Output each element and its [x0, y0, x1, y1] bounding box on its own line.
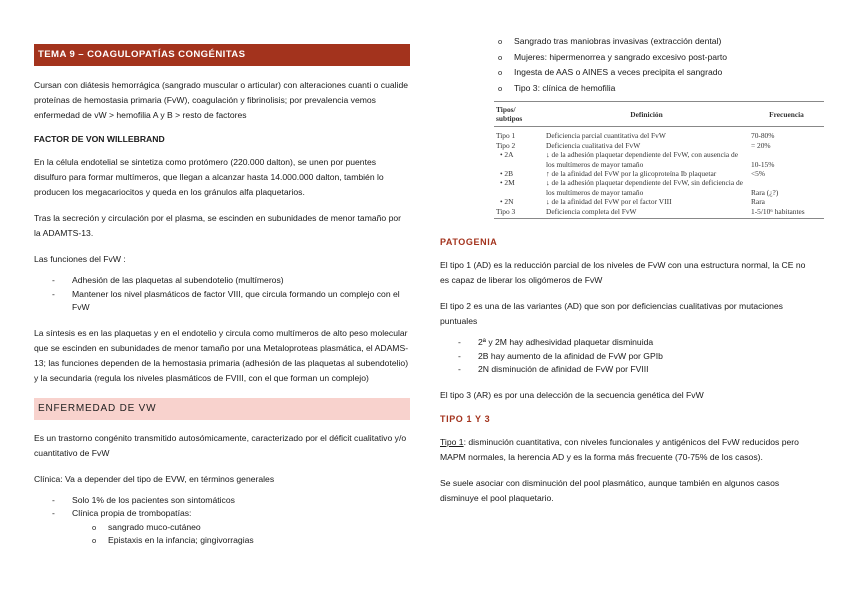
disease-definition-paragraph: Es un trastorno congénito transmitido autosómicamente, caracterizado por el déficit cualitativo y/o cuantitativo de FvW [34, 432, 407, 458]
table-cell: Tipo 2 [496, 140, 516, 150]
list-item: o Tipo 3: clínica de hemofilia [440, 81, 816, 97]
table-cell: ↓ de la adhesión plaquetar dependiente del FvW, con ausencia de los multímeros de mayor tamaño [546, 150, 739, 169]
vw-synthesis-paragraph: En la célula endotelial se sintetiza como protómero (220.000 dalton), se unen por puentes disulfuro para formar multímeros, que llegan a alcanzar hasta 14.000.000 dalton, también lo producen los megacariocitos y queda en los gránulos alfa plaquetarios. [34, 157, 384, 197]
functions-heading: Las funciones del FvW : [34, 254, 126, 264]
table-cell: ↑ de la afinidad del FvW por la glicoproteína Ib plaquetar [546, 169, 717, 178]
list-item: - 2N disminución de afinidad de FvW por FVIII [440, 363, 816, 377]
table-cell: • 2N [500, 197, 514, 207]
table-cell: Tipo 3 [494, 207, 544, 219]
list-item-text: Clínica propia de trombopatías: [72, 508, 192, 518]
patogenia-heading: PATOGENIA [440, 237, 498, 248]
table-cell: <5% [751, 169, 766, 178]
table-cell: ↓ de la afinidad del FvW por el factor VIII [546, 197, 672, 207]
list-item: - Mantener los nivel plasmáticos de factor VIII, que circula formando un complejo con el FvW [34, 288, 410, 315]
table-row [494, 169, 824, 178]
list-item: - Solo 1% de los pacientes son sintomáticos [34, 494, 410, 508]
table-cell: Deficiencia cualitativa del FvW [546, 140, 641, 150]
table-row [494, 127, 824, 141]
table-header-cell: Frecuencia [749, 102, 824, 127]
tipo1-paragraph [440, 435, 816, 465]
table-header-cell: Tipos/ subtipos [494, 102, 544, 127]
left-column [34, 44, 410, 559]
tipo-1-y-3-heading: TIPO 1 Y 3 [440, 413, 491, 424]
table-row [494, 207, 824, 219]
table-cell: = 20% [751, 140, 771, 150]
table-header-row [494, 102, 824, 127]
section-title-banner: ENFERMEDAD DE VW [34, 398, 410, 420]
chapter-title-banner: TEMA 9 – COAGULOPATÍAS CONGÉNITAS [34, 44, 410, 66]
table-cell: 70-80% [751, 131, 775, 141]
list-item: - Adhesión de las plaquetas al subendotelio (multímeros) [34, 274, 410, 288]
list-item: o sangrado muco-cutáneo [72, 521, 410, 535]
list-item: - 2B hay aumento de la afinidad de FvW por GPIb [440, 350, 816, 364]
clinic-intro-paragraph: Clínica: Va a depender del tipo de EVW, en términos generales [34, 473, 275, 484]
tipo1-label: Tipo 1 [440, 436, 464, 447]
list-item: o Mujeres: hipermenorrea y sangrado excesivo post-parto [440, 50, 816, 66]
right-column [440, 34, 816, 517]
table-cell: Tipo 1 [496, 131, 516, 141]
list-item: - 2ª y 2M hay adhesividad plaquetar disminuida [440, 336, 816, 350]
tipo1-text: : disminución cuantitativa, con niveles funcionales y antigénicos del FvW reducidos pero MAPM normales, la herencia AD y es la forma más frecuente (70-75% de los casos). [440, 436, 799, 462]
type2-paragraph: El tipo 2 es una de las variantes (AD) que son por deficiencias cualitativas por mutaciones puntuales [440, 301, 783, 327]
table-cell: Rara (¿?) [751, 187, 779, 197]
clinic-sublist [72, 521, 410, 548]
table-header-cell: Definición [544, 102, 749, 127]
vw-secretion-paragraph: Tras la secreción y circulación por el plasma, se escinden en subunidades de menor tamaño por la ADAMTS-13. [34, 213, 402, 238]
table-row [494, 150, 824, 169]
table-cell: ↓ de la adhesión plaquetar dependiente del FvW, sin deficiencia de los multímeros de mayor tamaño [546, 178, 743, 197]
table-cell: • 2B [500, 169, 514, 178]
table-cell: Deficiencia parcial cuantitativa del FvW [546, 131, 666, 141]
table-row [494, 197, 824, 206]
vw-factor-heading: FACTOR DE VON WILLEBRAND [34, 134, 165, 144]
table-row [494, 178, 824, 197]
symptoms-list [440, 34, 816, 96]
clinic-list [34, 494, 410, 548]
pool-paragraph: Se suele asociar con disminución del pool plasmático, aunque también en algunos casos disminuye el pool plaquetario. [440, 477, 780, 503]
vw-types-table [494, 101, 824, 219]
list-item: o Epistaxis en la infancia; gingivorragias [72, 534, 410, 548]
table-cell: • 2M [500, 178, 515, 188]
type1-paragraph: El tipo 1 (AD) es la reducción parcial de los niveles de FvW con una estructura normal, la CE no es capaz de liberar los oligómeros de FvW [440, 260, 806, 286]
type2-list [440, 336, 816, 377]
list-item: o Sangrado tras maniobras invasivas (extracción dental) [440, 34, 816, 50]
table-cell: 1-5/10⁶ habitantes [749, 207, 824, 219]
functions-list [34, 274, 410, 315]
synthesis-summary-paragraph: La síntesis es en las plaquetas y en el endotelio y circula como multímeros de alto peso molecular que se escinden en subunidades de menor tamaño por una Metaloproteas plasmática, el ADAMS-13; las funciones dependen de la hemostasia primaria (adhesión de las plaquetas al subendotelio) y la secundaria (regula los niveles plasmáticos de FVIII, con el que forman un complejo) [34, 327, 409, 383]
intro-paragraph: Cursan con diátesis hemorrágica (sangrado muscular o articular) con alteraciones cuanti o cualide proteínas de hemostasia primaria (FvW), coagulación y fibrinolisis; por prevalencia vemos enfermedad de vW > hemofilia A y B > resto de factores [34, 80, 409, 120]
table-row [494, 141, 824, 150]
table-cell: Rara [751, 197, 765, 207]
list-item: o Ingesta de AAS o AINES a veces precipita el sangrado [440, 65, 816, 81]
table-cell: • 2A [500, 150, 514, 160]
table-cell: 10-15% [751, 159, 775, 169]
type3-paragraph: El tipo 3 (AR) es por una delección de la secuencia genética del FvW [440, 389, 704, 400]
list-item [34, 507, 410, 548]
table-cell: Deficiencia completa del FvW [544, 207, 749, 219]
